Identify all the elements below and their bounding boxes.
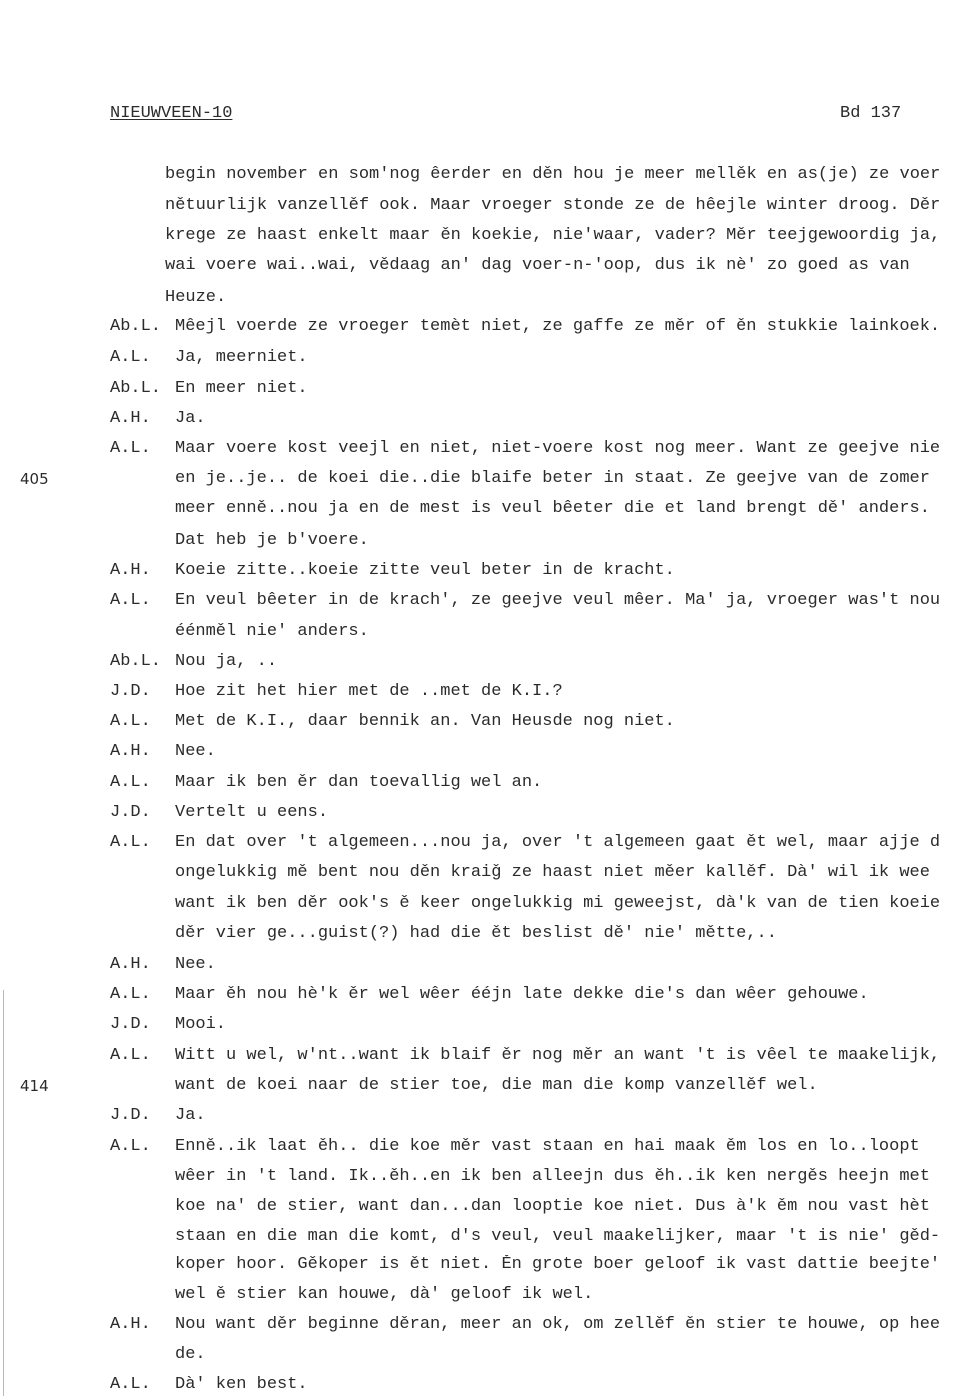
line-text: Hoe zit het hier met de ..met de K.I.?: [175, 682, 563, 701]
line-text: Maar ik ben ěr dan toevallig wel an.: [175, 773, 543, 792]
transcript-line: [0, 165, 966, 185]
transcript-line: [0, 591, 966, 611]
line-text: de.: [175, 1345, 206, 1364]
transcript-line: [0, 1197, 966, 1217]
line-text: want de koei naar de stier toe, die man die komp vanzellěf wel.: [175, 1076, 818, 1095]
transcript-line: [0, 409, 966, 429]
line-text: en je..je.. de koei die..die blaife beter in staat. Ze geejve van de zomer: [175, 469, 930, 488]
transcript-line: [0, 742, 966, 762]
transcript-line: [0, 1015, 966, 1035]
transcript-line: [0, 682, 966, 702]
line-text: Mooi.: [175, 1015, 227, 1034]
transcript-line: [0, 1285, 966, 1305]
transcript-line: [0, 924, 966, 944]
transcript-line: [0, 561, 966, 581]
transcript-line: [0, 196, 966, 216]
line-text: Heuze.: [165, 288, 227, 307]
transcript-line: [0, 439, 966, 459]
speaker-label: A.H.: [110, 955, 151, 974]
speaker-label: A.L.: [110, 712, 151, 731]
transcript-line: [0, 652, 966, 672]
transcript-line: [0, 1345, 966, 1365]
speaker-label: J.D.: [110, 1106, 151, 1125]
transcript-line: [0, 1375, 966, 1395]
line-text: koe na' de stier, want dan...dan looptie koe niet. Dus à'k ěm nou vast hèt: [175, 1197, 930, 1216]
transcript-line: [0, 622, 966, 642]
line-text: staan en die man die komt, d's veul, veul maakelijker, maar 't is nie' gěd-: [175, 1227, 941, 1246]
transcript-line: [0, 1137, 966, 1157]
speaker-label: J.D.: [110, 803, 151, 822]
line-text: En meer niet.: [175, 379, 308, 398]
line-text: Maar ěh nou hè'k ěr wel wêer ééjn late dekke die's dan wêer gehouwe.: [175, 985, 869, 1004]
margin-line-number: 414: [20, 1077, 49, 1095]
transcript-line: [0, 955, 966, 975]
line-text: nětuurlijk vanzellěf ook. Maar vroeger stonde ze de hêejle winter droog. Děr: [165, 196, 941, 215]
transcript-line: [0, 712, 966, 732]
line-text: koper hoor. Gěkoper is ět niet. Ěn grote boer geloof ik vast dattie beejte': [175, 1255, 941, 1274]
transcript-line: [0, 1106, 966, 1126]
line-text: En dat over 't algemeen...nou ja, over 't algemeen gaat ět wel, maar ajje d: [175, 833, 941, 852]
page-number: Bd 137: [840, 104, 902, 123]
speaker-label: A.L.: [110, 439, 151, 458]
line-text: Nou want děr beginne děran, meer an ok, om zellěf ěn stier te houwe, op hee: [175, 1315, 941, 1334]
transcript-line: [0, 894, 966, 914]
speaker-label: A.H.: [110, 561, 151, 580]
line-text: wel ě stier kan houwe, dà' geloof ik wel.: [175, 1285, 594, 1304]
line-text: Koeie zitte..koeie zitte veul beter in de kracht.: [175, 561, 675, 580]
speaker-label: A.L.: [110, 833, 151, 852]
line-text: Ja, meerniet.: [175, 348, 308, 367]
speaker-label: J.D.: [110, 682, 151, 701]
speaker-label: A.L.: [110, 1375, 151, 1394]
line-text: Met de K.I., daar bennik an. Van Heusde nog niet.: [175, 712, 675, 731]
line-text: wai voere wai..wai, vědaag an' dag voer-n-'oop, dus ik nè' zo goed as van: [165, 256, 910, 275]
transcript-line: [0, 1076, 966, 1096]
line-text: krege ze haast enkelt maar ěn koekie, nie'waar, vader? Měr teejgewoordig ja,: [165, 226, 941, 245]
line-text: En veul bêeter in de krach', ze geejve veul mêer. Ma' ja, vroeger was't nou: [175, 591, 941, 610]
line-text: Witt u wel, w'nt..want ik blaif ěr nog měr an want 't is vêel te maakelijk,: [175, 1046, 941, 1065]
speaker-label: A.L.: [110, 773, 151, 792]
line-text: Ja.: [175, 1106, 206, 1125]
speaker-label: Ab.L.: [110, 317, 162, 336]
transcript-line: [0, 1167, 966, 1187]
transcript-line: [0, 499, 966, 519]
transcript-line: [0, 833, 966, 853]
line-text: Enně..ik laat ěh.. die koe měr vast staan en hai maak ěm los en lo..loopt: [175, 1137, 920, 1156]
transcript-line: [0, 379, 966, 399]
line-text: meer enně..nou ja en de mest is veul bêeter die et land brengt dě' anders.: [175, 499, 930, 518]
line-text: begin november en som'nog êerder en děn hou je meer mellěk en as(je) ze voer: [165, 165, 941, 184]
line-text: wêer in 't land. Ik..ěh..en ik ben alleejn dus ěh..ik ken nergěs heejn met: [175, 1167, 930, 1186]
speaker-label: A.L.: [110, 348, 151, 367]
transcript-line: [0, 469, 966, 489]
speaker-label: A.H.: [110, 742, 151, 761]
line-text: want ik ben děr ook's ě keer ongelukkig mi geweejst, dà'k van de tien koeie: [175, 894, 941, 913]
transcript-line: [0, 985, 966, 1005]
speaker-label: A.L.: [110, 1137, 151, 1156]
line-text: Nou ja, ..: [175, 652, 278, 671]
line-text: děr vier ge...guist(?) had die ět beslist dě' nie' mětte,..: [175, 924, 777, 943]
speaker-label: A.H.: [110, 1315, 151, 1334]
line-text: Dà' ken best.: [175, 1375, 308, 1394]
line-text: ongelukkig mě bent nou děn kraiǧ ze haast niet měer kallěf. Dà' wil ik wee: [175, 863, 930, 882]
transcript-line: [0, 1315, 966, 1335]
transcript-line: [0, 288, 966, 308]
speaker-label: A.L.: [110, 985, 151, 1004]
margin-line-number: 405: [20, 470, 49, 488]
speaker-label: J.D.: [110, 1015, 151, 1034]
speaker-label: A.L.: [110, 1046, 151, 1065]
line-text: Mêejl voerde ze vroeger temèt niet, ze gaffe ze měr of ěn stukkie lainkoek.: [175, 317, 941, 336]
line-text: éénměl nie' anders.: [175, 622, 369, 641]
line-text: Vertelt u eens.: [175, 803, 329, 822]
transcript-line: [0, 773, 966, 793]
transcript-line: [0, 1227, 966, 1247]
transcript-line: [0, 1255, 966, 1275]
document-title: NIEUWVEEN-10: [110, 104, 233, 123]
line-text: Dat heb je b'voere.: [175, 531, 369, 550]
line-text: Nee.: [175, 955, 216, 974]
speaker-label: Ab.L.: [110, 379, 162, 398]
transcript-line: [0, 863, 966, 883]
transcript-line: [0, 256, 966, 276]
transcript-line: [0, 348, 966, 368]
transcript-line: [0, 226, 966, 246]
transcript-line: [0, 803, 966, 823]
transcript-line: [0, 1046, 966, 1066]
line-text: Ja.: [175, 409, 206, 428]
transcript-line: [0, 317, 966, 337]
line-text: Maar voere kost veejl en niet, niet-voere kost nog meer. Want ze geejve nie: [175, 439, 941, 458]
transcript-line: [0, 531, 966, 551]
speaker-label: A.H.: [110, 409, 151, 428]
speaker-label: A.L.: [110, 591, 151, 610]
line-text: Nee.: [175, 742, 216, 761]
speaker-label: Ab.L.: [110, 652, 162, 671]
